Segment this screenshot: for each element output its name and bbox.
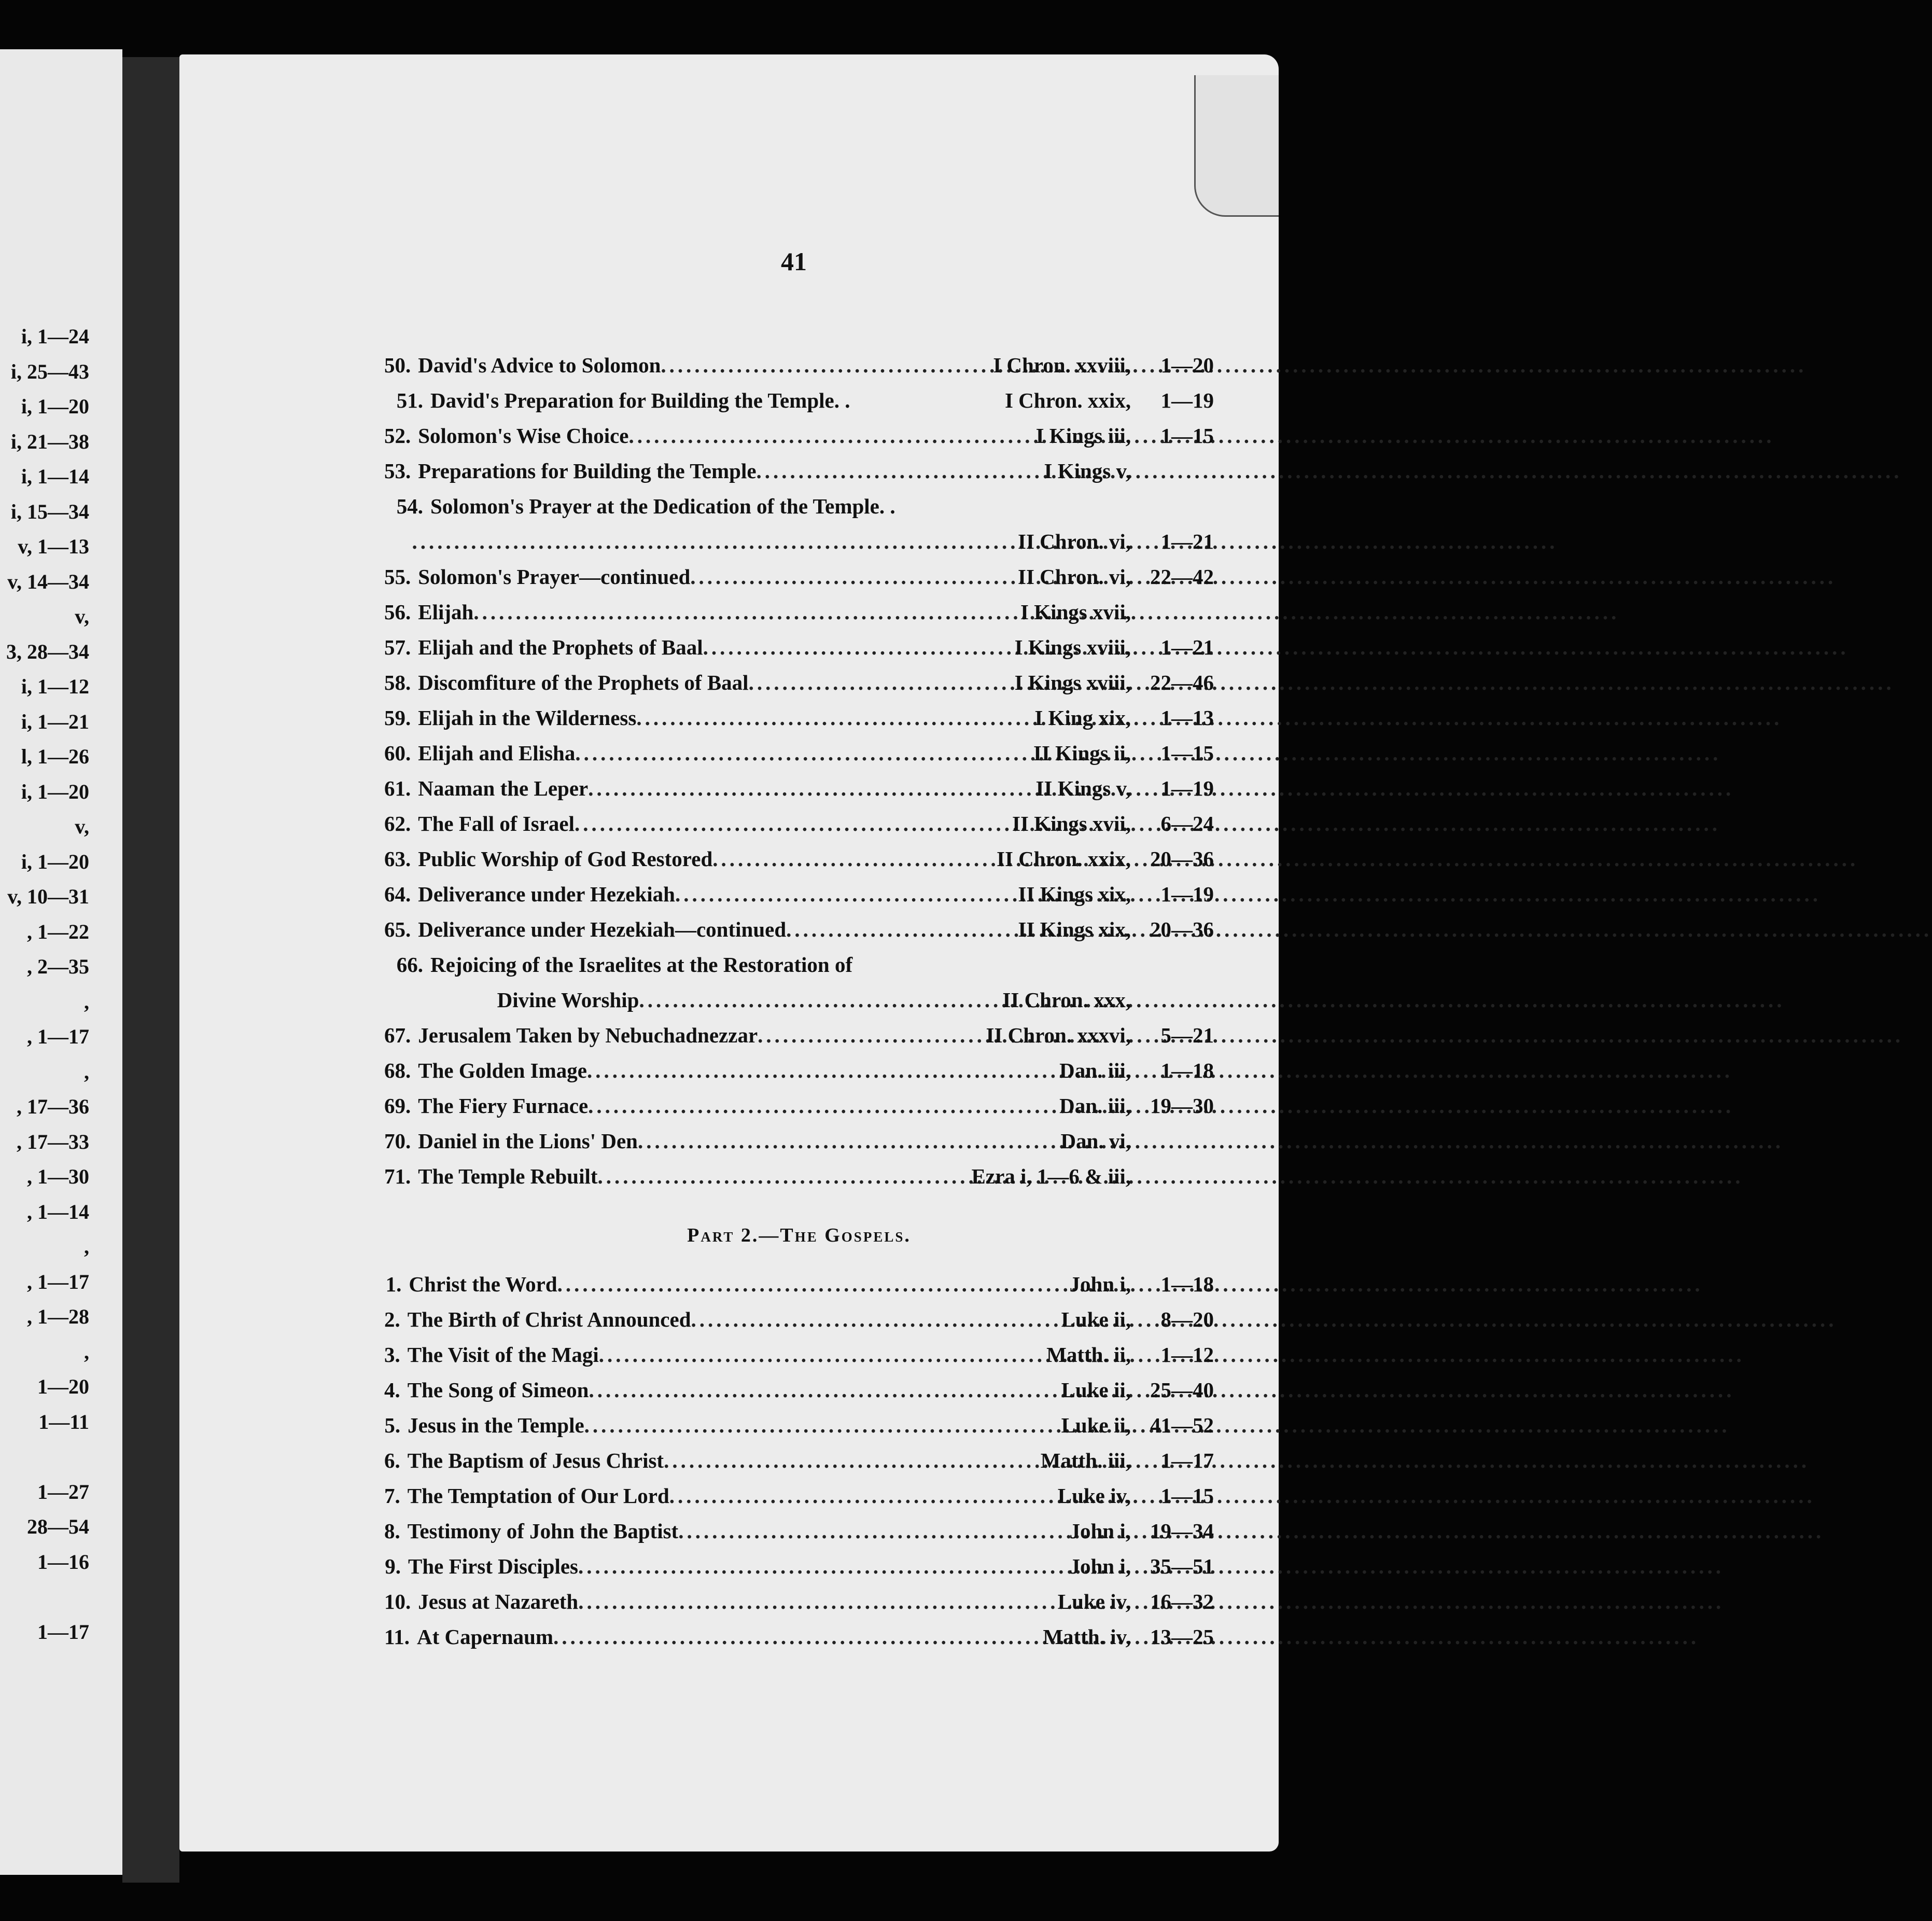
leader-dots (758, 1023, 984, 1048)
entry-reference: II Kings xvii, (1012, 812, 1131, 836)
entry-reference: Luke iv, (1057, 1590, 1131, 1613)
entry-number: 2. (384, 1307, 400, 1331)
entry-title: Jerusalem Taken by Nebuchadnezzar (418, 1023, 758, 1047)
entry-reference: Dan. iii, (1059, 1059, 1131, 1082)
entry-verses: 1—15 (1160, 741, 1214, 765)
part1-list (384, 353, 1214, 1199)
entry-number: 63. (384, 847, 411, 871)
left-page-reference: v, (75, 815, 89, 838)
contents-entry (384, 1377, 1214, 1413)
left-page-reference: , 1—17 (27, 1025, 89, 1048)
entry-title: Elijah and the Prophets of Baal (418, 635, 703, 659)
left-page-reference: v, 1—13 (18, 535, 89, 558)
entry-verses: 13—25 (1150, 1625, 1214, 1649)
entry-number: 58. (384, 671, 411, 694)
leader-dots (664, 1448, 1039, 1473)
left-page-reference: 1—17 (37, 1620, 89, 1644)
left-page-reference: , 17—33 (17, 1130, 89, 1153)
contents-entry (384, 1519, 1214, 1554)
right-page (179, 54, 1279, 1852)
left-page-reference: , (84, 1060, 89, 1083)
entry-title: Elijah and Elisha (418, 741, 576, 765)
contents-entry (384, 600, 1214, 635)
leader-dots (629, 423, 1034, 448)
entry-verses: 41—52 (1150, 1413, 1214, 1437)
left-page-reference: , 1—30 (27, 1165, 89, 1188)
entry-verses: 1—19 (1160, 882, 1214, 906)
contents-entry (384, 1589, 1214, 1624)
entry-title: Christ the Word (409, 1272, 557, 1296)
entry-number: 54. (396, 494, 423, 518)
entry-title: Elijah (418, 600, 474, 624)
left-page-reference: 1—16 (37, 1550, 89, 1574)
left-page-reference: l, 1—26 (21, 745, 89, 768)
contents-entry (384, 670, 1214, 705)
contents-entry (384, 705, 1214, 741)
entry-number: 4. (384, 1378, 400, 1402)
contents-entry (384, 353, 1214, 388)
entry-reference: Matth. iii, (1040, 1449, 1131, 1472)
entry-title: The Temple Rebuilt (418, 1164, 598, 1188)
entry-title: The Song of Simeon (407, 1378, 589, 1402)
entry-number: 10. (384, 1590, 411, 1613)
leader-dots (575, 741, 1031, 765)
entry-title: Daniel in the Lions' Den (418, 1129, 638, 1153)
entry-number: 57. (384, 635, 411, 659)
leader-dots (598, 1164, 970, 1189)
leader-dots (578, 1554, 1068, 1579)
contents-entry (384, 1307, 1214, 1342)
entry-reference: I King xix, (1034, 706, 1131, 730)
left-page-reference: , (84, 990, 89, 1013)
leader-dots (599, 1342, 1044, 1367)
entry-title: Solomon's Prayer at the Dedication of the Temple. . (430, 494, 895, 518)
left-page-reference: i, 25—43 (10, 359, 89, 383)
contents-entry (384, 811, 1214, 846)
entry-reference: I Kings xvii, (1020, 600, 1131, 624)
left-page-reference: i, 1—20 (21, 779, 89, 803)
entry-verses: 1—19 (1160, 776, 1214, 800)
entry-verses: 20—36 (1150, 917, 1214, 941)
leader-dots (675, 882, 1016, 907)
entry-reference: John i, (1069, 1519, 1131, 1543)
entry-reference: II Chron. xxix, (997, 847, 1131, 871)
left-page-reference: 1—20 (37, 1375, 89, 1398)
entry-reference: I Chron. xxix, (1004, 388, 1131, 412)
entry-title: Elijah in the Wilderness (418, 706, 637, 730)
entry-title: The First Disciples (408, 1554, 578, 1578)
contents-entry (384, 917, 1214, 952)
entry-title: The Fall of Israel (418, 812, 575, 836)
entry-title: Jesus in the Temple (408, 1413, 584, 1437)
entry-number: 69. (384, 1094, 411, 1118)
contents-entry (384, 635, 1214, 670)
contents-entry (384, 1164, 1214, 1199)
book-gutter (122, 57, 179, 1883)
entry-reference: Luke iv, (1057, 1484, 1131, 1508)
left-page-reference: , 1—17 (27, 1270, 89, 1293)
leader-dots (691, 1307, 1059, 1332)
entry-verses: 6—24 (1160, 812, 1214, 836)
entry-verses: 20—36 (1150, 847, 1214, 871)
leader-dots (639, 987, 1000, 1012)
entry-title: Public Worship of God Restored (418, 847, 713, 871)
contents-entry (384, 1413, 1214, 1448)
entry-verses: 1—17 (1160, 1449, 1214, 1472)
entry-verses: 25—40 (1150, 1378, 1214, 1402)
entry-title: Discomfiture of the Prophets of Baal (418, 671, 749, 694)
entry-reference: John i, (1069, 1554, 1131, 1578)
section-heading: Part 2.—The Gospels. (687, 1224, 911, 1246)
left-page-reference: i, 15—34 (10, 499, 89, 523)
entry-number: 68. (384, 1059, 411, 1082)
entry-reference: I Kings iii, (1035, 424, 1131, 448)
entry-title: Rejoicing of the Israelites at the Restoration of (430, 953, 853, 977)
leader-dots (473, 600, 1018, 624)
contents-entry (384, 423, 1214, 458)
entry-number: 70. (384, 1129, 411, 1153)
entry-number: 62. (384, 812, 411, 836)
entry-title: The Temptation of Our Lord (407, 1484, 669, 1508)
left-page-reference: 1—27 (37, 1480, 89, 1504)
left-page-reference: , (84, 1235, 89, 1258)
leader-dots (575, 811, 1010, 836)
entry-title: Solomon's Prayer—continued (418, 565, 691, 589)
left-page-reference: i, 1—21 (21, 709, 89, 733)
leader-dots (638, 1129, 1058, 1153)
entry-verses: 22—42 (1150, 565, 1214, 589)
entry-verses: 8—20 (1160, 1307, 1214, 1331)
leader-dots (661, 353, 991, 378)
contents-entry (384, 1342, 1214, 1377)
entry-title: The Birth of Christ Announced (407, 1307, 691, 1331)
entry-reference: Luke ii, (1061, 1307, 1131, 1331)
left-page-reference: i, 1—12 (21, 675, 89, 698)
entry-number: 6. (384, 1449, 400, 1472)
left-page-reference: 1—11 (38, 1410, 89, 1433)
left-page-reference: 28—54 (27, 1515, 89, 1538)
entry-title: Preparations for Building the Temple (418, 459, 757, 483)
entry-reference: I Kings v, (1044, 459, 1131, 483)
entry-title: The Baptism of Jesus Christ (407, 1449, 664, 1472)
entry-title: The Fiery Furnace (418, 1094, 589, 1118)
contents-entry (384, 882, 1214, 917)
entry-number: 9. (385, 1554, 401, 1578)
page-curl (1194, 75, 1279, 217)
entry-reference: I Kings xviii, (1014, 635, 1131, 659)
contents-entry (384, 1448, 1214, 1483)
entry-verses: 22—46 (1150, 671, 1214, 694)
entry-verses: 16—32 (1150, 1590, 1214, 1613)
contents-entry (384, 494, 1214, 529)
contents-entry (384, 564, 1214, 600)
contents-entry (384, 458, 1214, 494)
entry-reference: II Chron. vi, (1018, 565, 1131, 589)
left-page-reference: , 1—28 (27, 1305, 89, 1328)
entry-verses: 1—19 (1160, 388, 1214, 412)
entry-reference: II Kings v, (1035, 776, 1131, 800)
leader-dots (553, 1624, 1041, 1649)
entry-verses: 19—34 (1150, 1519, 1214, 1543)
entry-reference: Matth. iv, (1043, 1625, 1131, 1649)
entry-reference: Dan. vi, (1060, 1129, 1131, 1153)
leader-dots (589, 1377, 1059, 1402)
entry-reference: II Chron. xxx, (1002, 988, 1131, 1012)
page-number: 41 (781, 247, 807, 276)
entry-number: 64. (384, 882, 411, 906)
entry-reference: II Chron. vi, (1018, 530, 1131, 553)
entry-title: At Capernaum (417, 1625, 554, 1649)
leader-dots (786, 917, 1016, 942)
contents-entry (384, 1272, 1214, 1307)
entry-verses: 19—30 (1150, 1094, 1214, 1118)
entry-title: The Visit of the Magi (407, 1343, 599, 1367)
left-page-reference: i, 21—38 (10, 429, 89, 453)
left-page-reference: i, 1—20 (21, 395, 89, 418)
entry-title: Naaman the Leper (418, 776, 589, 800)
entry-verses: 1—15 (1160, 424, 1214, 448)
entry-title: Solomon's Wise Choice (418, 424, 629, 448)
entry-reference: Luke ii, (1061, 1378, 1131, 1402)
entry-reference: John i, (1069, 1272, 1131, 1296)
leader-dots (690, 564, 1016, 589)
entry-verses: 1—15 (1160, 1484, 1214, 1508)
entry-verses: 1—12 (1160, 1343, 1214, 1367)
entry-number: 51. (396, 388, 423, 412)
entry-reference: II Chron. xxxvi, (986, 1023, 1131, 1047)
left-page-reference: , 17—36 (17, 1095, 89, 1118)
left-page-reference: v, 14—34 (7, 569, 89, 593)
entry-title: Deliverance under Hezekiah—continued (418, 917, 787, 941)
left-page-reference: v, 10—31 (7, 885, 89, 908)
contents-entry (384, 1554, 1214, 1589)
contents-entry (384, 1483, 1214, 1519)
entry-number: 50. (384, 353, 411, 377)
entry-reference: Luke ii, (1061, 1413, 1131, 1437)
entry-number: 67. (384, 1023, 411, 1047)
entry-number: 3. (384, 1343, 400, 1367)
entry-number: 56. (384, 600, 411, 624)
entry-title: Deliverance under Hezekiah (418, 882, 675, 906)
contents-entry (384, 741, 1214, 776)
entry-title: Divine Worship (497, 988, 639, 1012)
entry-verses: 1—18 (1160, 1272, 1214, 1296)
leader-dots (588, 1093, 1057, 1118)
entry-title: The Golden Image (418, 1059, 587, 1082)
left-page (0, 49, 122, 1875)
leader-dots (587, 1058, 1057, 1083)
entry-number: 59. (384, 706, 411, 730)
contents-entry (384, 1129, 1214, 1164)
entry-number: 1. (385, 1272, 402, 1296)
leader-dots (712, 846, 995, 871)
entry-reference: Ezra i, 1—6 & iii, (971, 1164, 1131, 1188)
contents-entry (384, 529, 1214, 564)
contents-entry (384, 846, 1214, 882)
left-page-reference: v, (75, 605, 89, 628)
entry-verses: 1—20 (1160, 353, 1214, 377)
entry-number: 61. (384, 776, 411, 800)
entry-reference: II Kings ii, (1033, 741, 1131, 765)
contents-entry (384, 776, 1214, 811)
entry-number: 5. (384, 1413, 401, 1437)
leader-dots (412, 529, 1016, 554)
entry-verses: 1—18 (1160, 1059, 1214, 1082)
entry-number: 11. (384, 1625, 410, 1649)
entry-title: Testimony of John the Baptist (407, 1519, 679, 1543)
leader-dots (678, 1519, 1067, 1543)
leader-dots (757, 458, 1042, 483)
entry-title: David's Advice to Solomon (418, 353, 661, 377)
entry-title: Jesus at Nazareth (418, 1590, 579, 1613)
leader-dots (703, 635, 1013, 660)
leader-dots (749, 670, 1013, 695)
left-page-reference: i, 1—14 (21, 465, 89, 488)
entry-verses: 5—21 (1160, 1023, 1214, 1047)
part2-list (384, 1272, 1214, 1660)
entry-number: 8. (384, 1519, 400, 1543)
leader-dots (557, 1272, 1068, 1297)
leader-dots (588, 776, 1033, 801)
left-page-reference: , 1—14 (27, 1200, 89, 1223)
contents-list (384, 353, 1214, 1660)
contents-entry (384, 1023, 1214, 1058)
left-page-reference: , (84, 1340, 89, 1363)
leader-dots (578, 1589, 1055, 1614)
contents-entry (384, 1624, 1214, 1660)
entry-number: 53. (384, 459, 411, 483)
contents-entry (384, 987, 1214, 1023)
entry-reference: Matth. ii, (1046, 1343, 1131, 1367)
contents-entry (384, 1058, 1214, 1093)
entry-number: 55. (384, 565, 411, 589)
left-page-reference: i, 1—20 (21, 850, 89, 873)
entry-reference: I Kings xviii, (1014, 671, 1131, 694)
entry-verses: 1—21 (1160, 530, 1214, 553)
contents-entry (384, 1093, 1214, 1129)
entry-reference: I Chron. xxviii, (993, 353, 1131, 377)
entry-reference: II Kings xix, (1018, 917, 1131, 941)
entry-reference: Dan. iii, (1059, 1094, 1131, 1118)
entry-number: 60. (384, 741, 411, 765)
entry-number: 7. (384, 1484, 400, 1508)
left-page-reference: 3, 28—34 (6, 639, 89, 663)
entry-reference: II Kings xix, (1018, 882, 1131, 906)
entry-verses: 1—21 (1160, 635, 1214, 659)
entry-number: 52. (384, 424, 411, 448)
leader-dots (636, 705, 1032, 730)
contents-entry (384, 952, 1214, 987)
entry-number: 71. (384, 1164, 411, 1188)
entry-verses: 35—51 (1150, 1554, 1214, 1578)
contents-entry (384, 388, 1214, 423)
entry-title: David's Preparation for Building the Temple. . (430, 388, 850, 412)
entry-verses: 1—13 (1160, 706, 1214, 730)
left-page-reference: , 2—35 (27, 955, 89, 978)
left-page-reference: i, 1—24 (21, 325, 89, 348)
left-page-reference: , 1—22 (27, 920, 89, 943)
entry-number: 66. (396, 953, 423, 977)
leader-dots (669, 1483, 1056, 1508)
entry-number: 65. (384, 917, 411, 941)
leader-dots (584, 1413, 1059, 1438)
